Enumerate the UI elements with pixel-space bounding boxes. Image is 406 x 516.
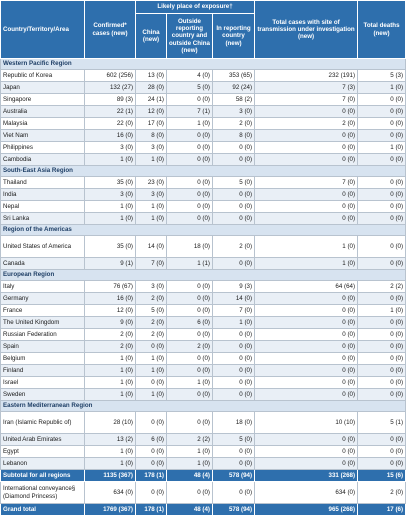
value-cell: 2 (0) xyxy=(213,236,255,258)
value-cell: 0 (0) xyxy=(213,482,255,504)
value-cell: 7 (0) xyxy=(213,305,255,317)
value-cell: 0 (0) xyxy=(255,130,358,142)
country-cell: Malaysia xyxy=(1,118,85,130)
value-cell: 0 (0) xyxy=(358,389,406,401)
value-cell: 4 (0) xyxy=(167,70,213,82)
value-cell: 1 (0) xyxy=(255,258,358,270)
value-cell: 22 (1) xyxy=(85,106,136,118)
value-cell: 0 (0) xyxy=(255,446,358,458)
value-cell: 7 (3) xyxy=(255,82,358,94)
value-cell: 0 (0) xyxy=(255,377,358,389)
value-cell: 3 (0) xyxy=(213,106,255,118)
value-cell: 5 (3) xyxy=(358,70,406,82)
value-cell: 578 (94) xyxy=(213,504,255,516)
value-cell: 0 (0) xyxy=(358,130,406,142)
country-cell: Viet Nam xyxy=(1,130,85,142)
value-cell: 0 (0) xyxy=(358,329,406,341)
value-cell: 23 (0) xyxy=(136,177,167,189)
table-row xyxy=(1,317,406,329)
value-cell: 0 (0) xyxy=(167,305,213,317)
value-cell: 1 (0) xyxy=(85,377,136,389)
value-cell: 8 (0) xyxy=(213,130,255,142)
country-cell: Subtotal for all regions xyxy=(1,470,85,482)
value-cell: 2 (0) xyxy=(85,329,136,341)
value-cell: 22 (0) xyxy=(85,118,136,130)
value-cell: 178 (1) xyxy=(136,470,167,482)
value-cell: 0 (0) xyxy=(213,213,255,225)
value-cell: 1 (0) xyxy=(213,317,255,329)
value-cell: 0 (0) xyxy=(136,341,167,353)
value-cell: 17 (0) xyxy=(136,118,167,130)
value-cell: 0 (0) xyxy=(255,458,358,470)
table-body xyxy=(1,59,406,516)
table-row xyxy=(1,106,406,118)
region-name: Eastern Mediterranean Region xyxy=(1,401,406,412)
value-cell: 2 (2) xyxy=(358,281,406,293)
value-cell: 16 (0) xyxy=(85,130,136,142)
table-row xyxy=(1,154,406,166)
value-cell: 0 (0) xyxy=(358,236,406,258)
value-cell: 0 (0) xyxy=(213,365,255,377)
value-cell: 9 (1) xyxy=(85,258,136,270)
value-cell: 0 (0) xyxy=(213,329,255,341)
value-cell: 0 (0) xyxy=(358,365,406,377)
value-cell: 3 (0) xyxy=(136,281,167,293)
country-cell: Germany xyxy=(1,293,85,305)
value-cell: 0 (0) xyxy=(213,389,255,401)
value-cell: 12 (0) xyxy=(85,305,136,317)
table-row xyxy=(1,130,406,142)
value-cell: 1 (0) xyxy=(136,353,167,365)
value-cell: 13 (0) xyxy=(136,70,167,82)
value-cell: 18 (0) xyxy=(167,236,213,258)
value-cell: 0 (0) xyxy=(358,341,406,353)
value-cell: 1 (1) xyxy=(167,258,213,270)
value-cell: 132 (27) xyxy=(85,82,136,94)
country-cell: Russian Federation xyxy=(1,329,85,341)
value-cell: 64 (64) xyxy=(255,281,358,293)
table-row xyxy=(1,142,406,154)
country-cell: The United Kingdom xyxy=(1,317,85,329)
value-cell: 0 (0) xyxy=(213,353,255,365)
value-cell: 0 (0) xyxy=(167,293,213,305)
country-cell: India xyxy=(1,189,85,201)
table-row xyxy=(1,389,406,401)
value-cell: 2 (0) xyxy=(167,341,213,353)
value-cell: 0 (0) xyxy=(213,189,255,201)
value-cell: 331 (268) xyxy=(255,470,358,482)
table-row xyxy=(1,329,406,341)
value-cell: 1 (0) xyxy=(136,389,167,401)
value-cell: 12 (0) xyxy=(136,106,167,118)
value-cell: 0 (0) xyxy=(167,482,213,504)
value-cell: 1 (0) xyxy=(167,458,213,470)
value-cell: 3 (0) xyxy=(136,142,167,154)
value-cell: 0 (0) xyxy=(167,353,213,365)
value-cell: 7 (0) xyxy=(255,94,358,106)
country-cell: Lebanon xyxy=(1,458,85,470)
table-row xyxy=(1,213,406,225)
value-cell: 1135 (367) xyxy=(85,470,136,482)
value-cell: 2 (0) xyxy=(136,317,167,329)
value-cell: 0 (0) xyxy=(167,389,213,401)
table-header xyxy=(1,1,406,59)
country-cell: Cambodia xyxy=(1,154,85,166)
table-row xyxy=(1,365,406,377)
table-row xyxy=(1,177,406,189)
value-cell: 1 (0) xyxy=(85,154,136,166)
value-cell: 0 (0) xyxy=(255,201,358,213)
value-cell: 1 (0) xyxy=(85,201,136,213)
value-cell: 5 (1) xyxy=(358,412,406,434)
value-cell: 14 (0) xyxy=(213,293,255,305)
col-header-confirmed: Confirmed* cases (new) xyxy=(85,1,136,59)
value-cell: 0 (0) xyxy=(255,329,358,341)
country-cell: Israel xyxy=(1,377,85,389)
table-row xyxy=(1,236,406,258)
region-header xyxy=(1,225,406,236)
region-name: South-East Asia Region xyxy=(1,166,406,177)
value-cell: 76 (67) xyxy=(85,281,136,293)
value-cell: 0 (0) xyxy=(167,201,213,213)
value-cell: 0 (0) xyxy=(136,446,167,458)
value-cell: 0 (0) xyxy=(255,293,358,305)
value-cell: 634 (0) xyxy=(255,482,358,504)
value-cell: 0 (0) xyxy=(255,353,358,365)
value-cell: 0 (0) xyxy=(213,458,255,470)
region-name: Western Pacific Region xyxy=(1,59,406,70)
value-cell: 178 (1) xyxy=(136,504,167,516)
region-header xyxy=(1,166,406,177)
value-cell: 2 (0) xyxy=(136,329,167,341)
value-cell: 0 (0) xyxy=(358,434,406,446)
country-cell: Finland xyxy=(1,365,85,377)
conveyance-row xyxy=(1,482,406,504)
value-cell: 1 (0) xyxy=(167,118,213,130)
table-row xyxy=(1,258,406,270)
value-cell: 1 (0) xyxy=(358,82,406,94)
country-cell: United States of America xyxy=(1,236,85,258)
value-cell: 8 (0) xyxy=(136,130,167,142)
value-cell: 0 (0) xyxy=(255,341,358,353)
value-cell: 0 (0) xyxy=(213,341,255,353)
table-row xyxy=(1,118,406,130)
country-cell: Singapore xyxy=(1,94,85,106)
value-cell: 7 (1) xyxy=(167,106,213,118)
value-cell: 1 (0) xyxy=(255,236,358,258)
table-row xyxy=(1,201,406,213)
value-cell: 16 (0) xyxy=(85,293,136,305)
value-cell: 3 (0) xyxy=(136,189,167,201)
value-cell: 2 (0) xyxy=(85,341,136,353)
country-cell: Japan xyxy=(1,82,85,94)
col-header-total-site: Total cases with site of transmission under investigation (new) xyxy=(255,1,358,59)
value-cell: 58 (2) xyxy=(213,94,255,106)
value-cell: 2 (2) xyxy=(167,434,213,446)
value-cell: 0 (0) xyxy=(136,458,167,470)
country-cell: Sweden xyxy=(1,389,85,401)
value-cell: 232 (191) xyxy=(255,70,358,82)
value-cell: 0 (0) xyxy=(358,94,406,106)
value-cell: 5 (0) xyxy=(213,434,255,446)
value-cell: 6 (0) xyxy=(136,434,167,446)
value-cell: 0 (0) xyxy=(358,293,406,305)
table-row xyxy=(1,94,406,106)
country-cell: Canada xyxy=(1,258,85,270)
value-cell: 18 (0) xyxy=(213,412,255,434)
country-cell: Spain xyxy=(1,341,85,353)
value-cell: 0 (0) xyxy=(358,118,406,130)
value-cell: 0 (0) xyxy=(358,377,406,389)
value-cell: 965 (268) xyxy=(255,504,358,516)
value-cell: 0 (0) xyxy=(213,446,255,458)
value-cell: 0 (0) xyxy=(255,142,358,154)
value-cell: 5 (0) xyxy=(213,177,255,189)
value-cell: 1769 (367) xyxy=(85,504,136,516)
value-cell: 0 (0) xyxy=(255,305,358,317)
table-row xyxy=(1,446,406,458)
value-cell: 0 (0) xyxy=(213,377,255,389)
table-row xyxy=(1,377,406,389)
value-cell: 7 (0) xyxy=(136,258,167,270)
region-header xyxy=(1,59,406,70)
value-cell: 0 (0) xyxy=(255,213,358,225)
table-row xyxy=(1,412,406,434)
value-cell: 0 (0) xyxy=(358,317,406,329)
value-cell: 0 (0) xyxy=(167,130,213,142)
country-cell: Belgium xyxy=(1,353,85,365)
grand-total-row xyxy=(1,504,406,516)
country-cell: Sri Lanka xyxy=(1,213,85,225)
value-cell: 0 (0) xyxy=(213,258,255,270)
table-row xyxy=(1,70,406,82)
value-cell: 0 (0) xyxy=(213,142,255,154)
value-cell: 0 (0) xyxy=(167,142,213,154)
country-cell: France xyxy=(1,305,85,317)
value-cell: 1 (0) xyxy=(85,353,136,365)
value-cell: 1 (0) xyxy=(358,305,406,317)
value-cell: 0 (0) xyxy=(167,281,213,293)
region-name: European Region xyxy=(1,270,406,281)
value-cell: 24 (1) xyxy=(136,94,167,106)
table-row xyxy=(1,293,406,305)
value-cell: 0 (0) xyxy=(358,189,406,201)
col-header-outside: Outside reporting country and outside China (new) xyxy=(167,14,213,59)
country-cell: Egypt xyxy=(1,446,85,458)
value-cell: 0 (0) xyxy=(167,329,213,341)
value-cell: 0 (0) xyxy=(255,106,358,118)
col-header-china: China (new) xyxy=(136,14,167,59)
table-row xyxy=(1,189,406,201)
region-name: Region of the Americas xyxy=(1,225,406,236)
region-header xyxy=(1,401,406,412)
country-cell: Republic of Korea xyxy=(1,70,85,82)
value-cell: 1 (0) xyxy=(358,142,406,154)
col-header-total-deaths: Total deaths (new) xyxy=(358,1,406,59)
value-cell: 14 (0) xyxy=(136,236,167,258)
value-cell: 1 (0) xyxy=(167,377,213,389)
value-cell: 1 (0) xyxy=(136,365,167,377)
value-cell: 3 (0) xyxy=(85,189,136,201)
country-cell: Thailand xyxy=(1,177,85,189)
subtotal-row xyxy=(1,470,406,482)
value-cell: 0 (0) xyxy=(167,412,213,434)
table-row xyxy=(1,281,406,293)
col-header-likely-place: Likely place of exposure† xyxy=(136,1,255,14)
value-cell: 15 (6) xyxy=(358,470,406,482)
value-cell: 0 (0) xyxy=(136,412,167,434)
value-cell: 1 (0) xyxy=(85,458,136,470)
table-row xyxy=(1,341,406,353)
country-cell: Nepal xyxy=(1,201,85,213)
region-header xyxy=(1,270,406,281)
country-cell: Australia xyxy=(1,106,85,118)
col-header-in-reporting: In reporting country (new) xyxy=(213,14,255,59)
country-cell: Iran (Islamic Republic of) xyxy=(1,412,85,434)
value-cell: 2 (0) xyxy=(213,118,255,130)
value-cell: 28 (0) xyxy=(136,82,167,94)
value-cell: 2 (0) xyxy=(136,293,167,305)
value-cell: 2 (0) xyxy=(255,118,358,130)
value-cell: 1 (0) xyxy=(136,201,167,213)
value-cell: 0 (0) xyxy=(358,154,406,166)
value-cell: 17 (6) xyxy=(358,504,406,516)
table-row xyxy=(1,353,406,365)
value-cell: 3 (0) xyxy=(85,142,136,154)
value-cell: 35 (0) xyxy=(85,177,136,189)
country-cell: Philippines xyxy=(1,142,85,154)
value-cell: 9 (3) xyxy=(213,281,255,293)
value-cell: 0 (0) xyxy=(358,201,406,213)
country-cell: United Arab Emirates xyxy=(1,434,85,446)
value-cell: 89 (3) xyxy=(85,94,136,106)
country-cell: Grand total xyxy=(1,504,85,516)
value-cell: 0 (0) xyxy=(358,446,406,458)
value-cell: 92 (24) xyxy=(213,82,255,94)
value-cell: 1 (0) xyxy=(85,446,136,458)
value-cell: 0 (0) xyxy=(358,458,406,470)
country-cell: International conveyance§ (Diamond Princess) xyxy=(1,482,85,504)
value-cell: 9 (0) xyxy=(85,317,136,329)
value-cell: 353 (65) xyxy=(213,70,255,82)
value-cell: 0 (0) xyxy=(255,389,358,401)
value-cell: 1 (0) xyxy=(167,446,213,458)
value-cell: 1 (0) xyxy=(85,389,136,401)
value-cell: 5 (0) xyxy=(167,82,213,94)
value-cell: 1 (0) xyxy=(85,213,136,225)
value-cell: 0 (0) xyxy=(358,353,406,365)
value-cell: 10 (10) xyxy=(255,412,358,434)
table-row xyxy=(1,458,406,470)
value-cell: 0 (0) xyxy=(255,154,358,166)
value-cell: 0 (0) xyxy=(255,317,358,329)
value-cell: 7 (0) xyxy=(255,177,358,189)
value-cell: 35 (0) xyxy=(85,236,136,258)
value-cell: 0 (0) xyxy=(167,213,213,225)
value-cell: 0 (0) xyxy=(167,365,213,377)
value-cell: 48 (4) xyxy=(167,504,213,516)
value-cell: 0 (0) xyxy=(358,177,406,189)
col-header-country: Country/Territory/Area xyxy=(1,1,85,59)
table-row xyxy=(1,82,406,94)
table-row xyxy=(1,434,406,446)
value-cell: 0 (0) xyxy=(358,258,406,270)
value-cell: 13 (2) xyxy=(85,434,136,446)
value-cell: 1 (0) xyxy=(136,213,167,225)
country-cell: Italy xyxy=(1,281,85,293)
value-cell: 0 (0) xyxy=(255,434,358,446)
value-cell: 0 (0) xyxy=(136,377,167,389)
value-cell: 5 (0) xyxy=(136,305,167,317)
table-row xyxy=(1,305,406,317)
value-cell: 0 (0) xyxy=(213,154,255,166)
value-cell: 28 (10) xyxy=(85,412,136,434)
value-cell: 578 (94) xyxy=(213,470,255,482)
value-cell: 602 (256) xyxy=(85,70,136,82)
value-cell: 0 (0) xyxy=(167,154,213,166)
value-cell: 0 (0) xyxy=(136,482,167,504)
value-cell: 48 (4) xyxy=(167,470,213,482)
value-cell: 2 (0) xyxy=(358,482,406,504)
value-cell: 0 (0) xyxy=(167,94,213,106)
value-cell: 1 (0) xyxy=(136,154,167,166)
value-cell: 0 (0) xyxy=(167,177,213,189)
value-cell: 0 (0) xyxy=(255,365,358,377)
value-cell: 0 (0) xyxy=(358,106,406,118)
value-cell: 634 (0) xyxy=(85,482,136,504)
value-cell: 0 (0) xyxy=(255,189,358,201)
value-cell: 1 (0) xyxy=(85,365,136,377)
value-cell: 0 (0) xyxy=(167,189,213,201)
value-cell: 0 (0) xyxy=(213,201,255,213)
value-cell: 0 (0) xyxy=(358,213,406,225)
value-cell: 6 (0) xyxy=(167,317,213,329)
